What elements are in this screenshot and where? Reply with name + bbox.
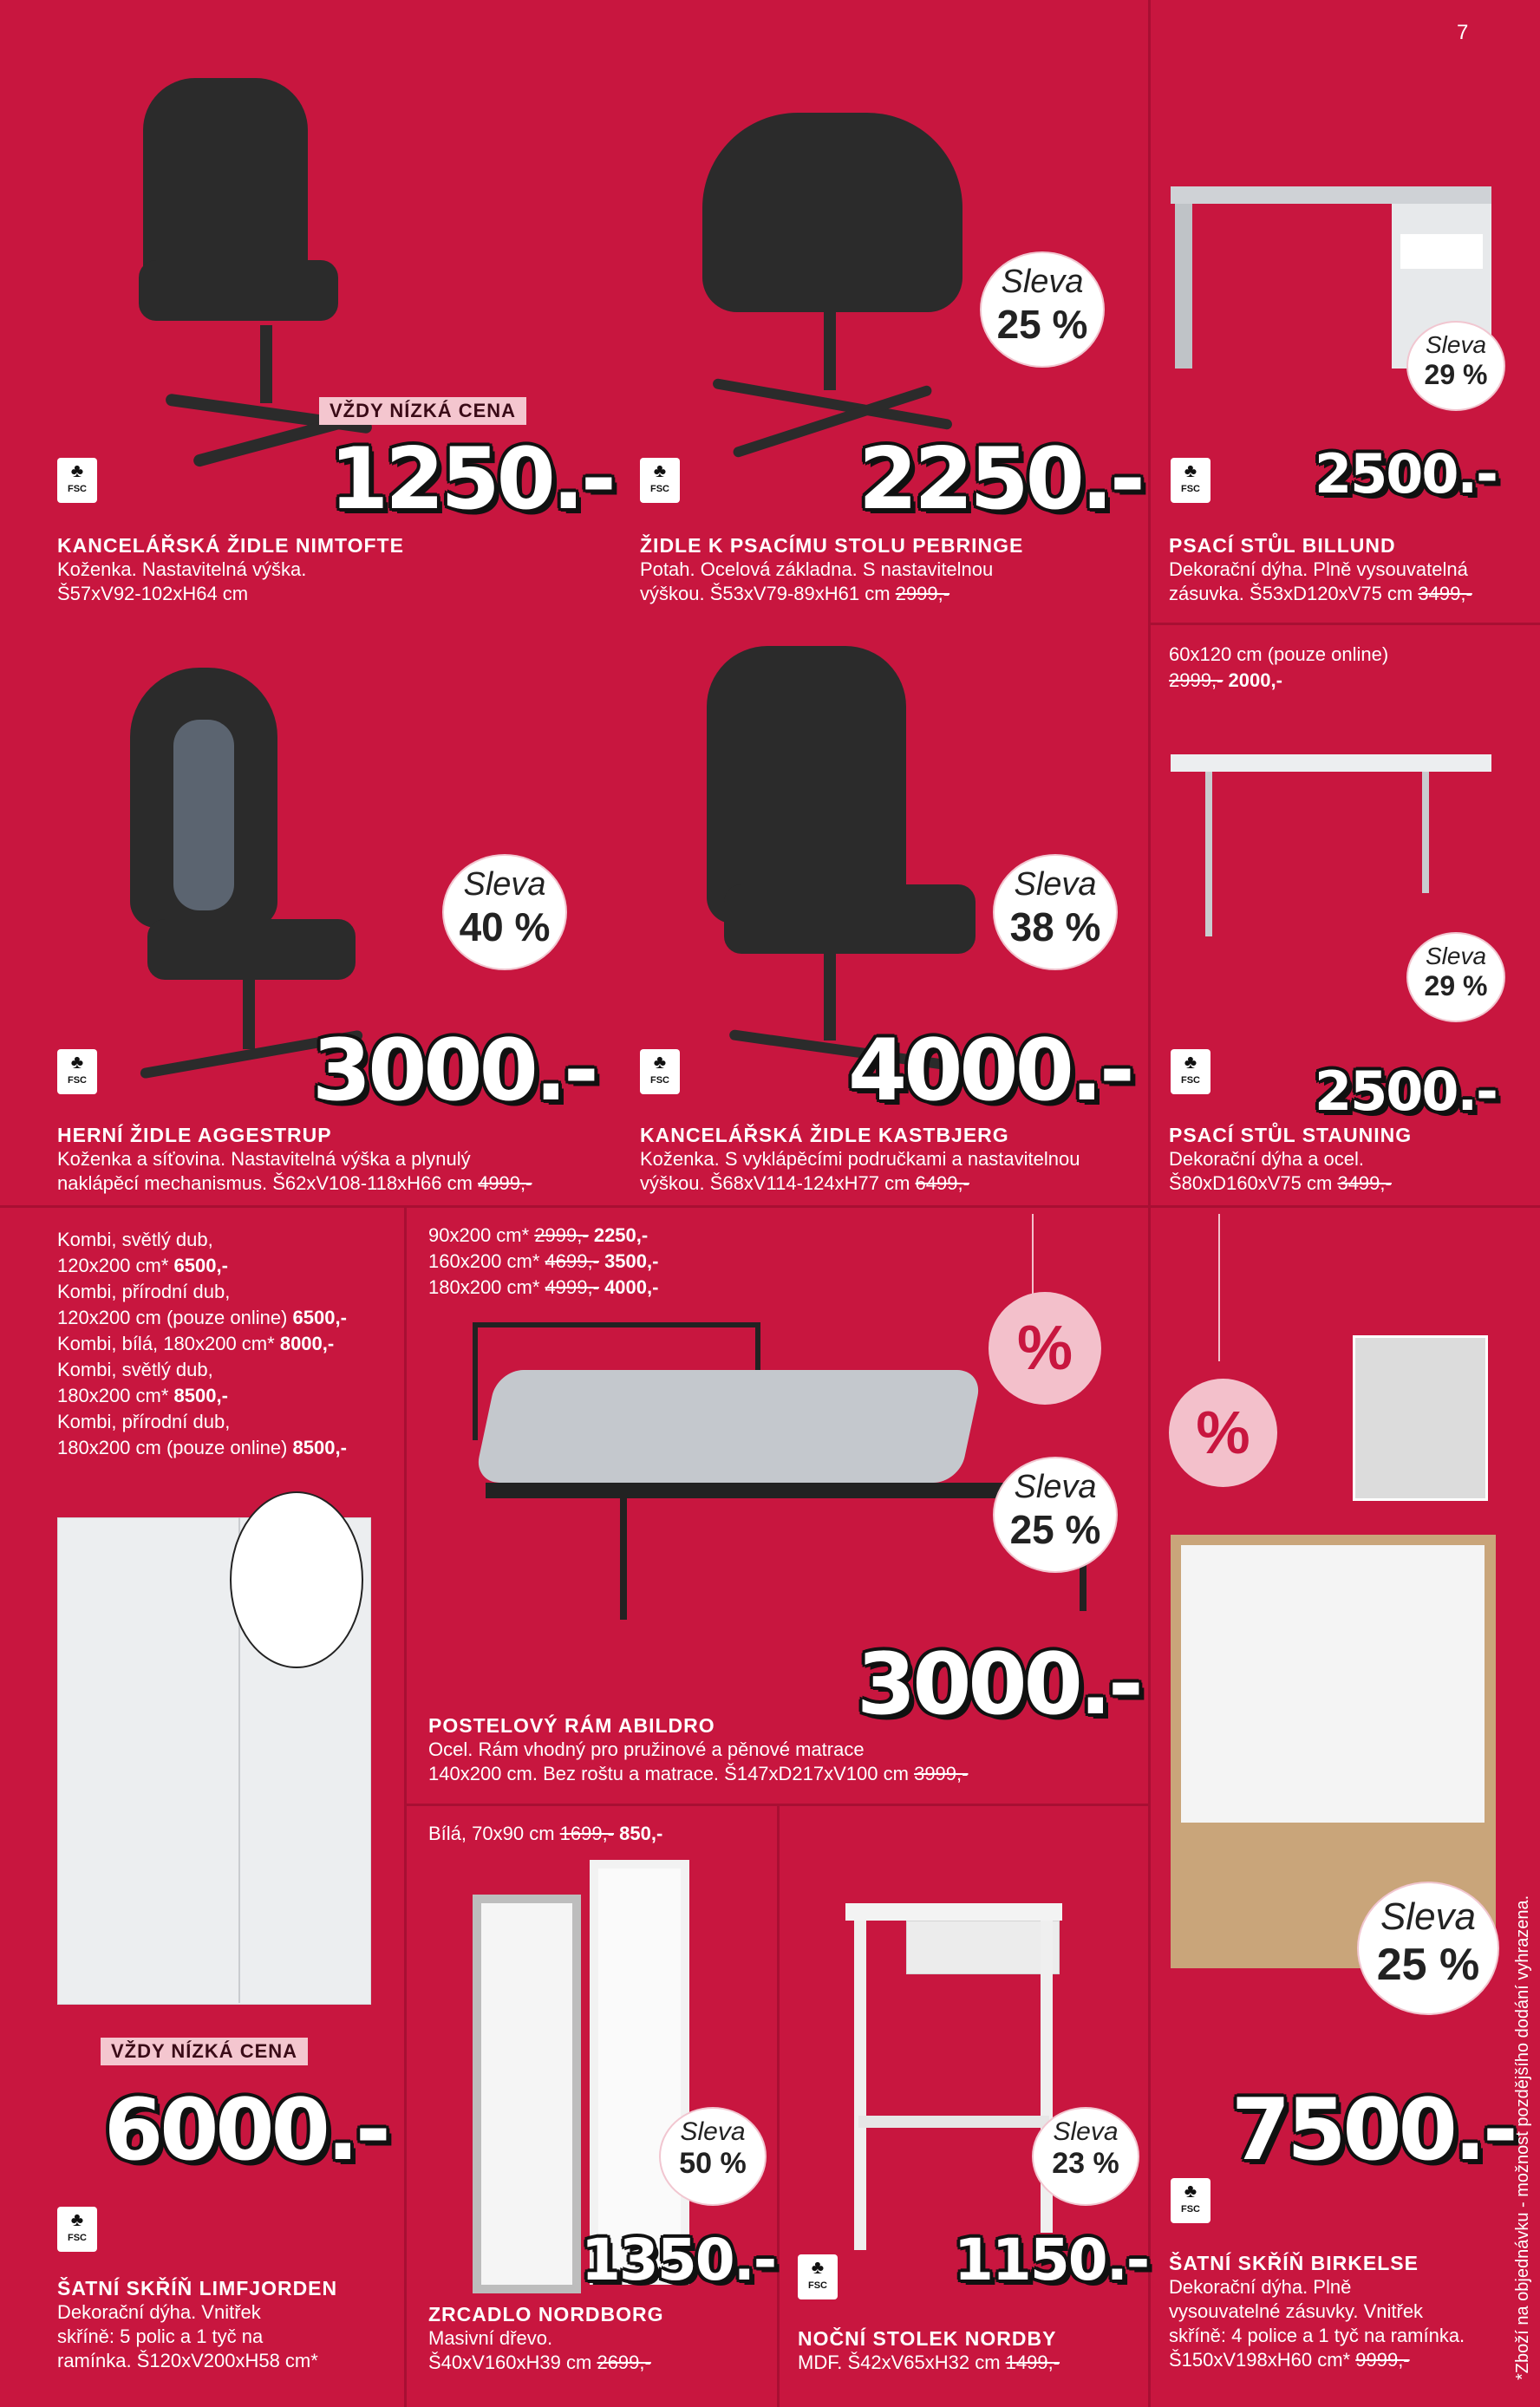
discount-badge: Sleva 23 % bbox=[1032, 2107, 1139, 2206]
price: 1150.- bbox=[954, 2227, 1149, 2293]
mirror-image bbox=[590, 1860, 689, 2285]
divider bbox=[1148, 1205, 1151, 2407]
variant-list bbox=[57, 1227, 395, 1461]
chair-image bbox=[824, 312, 836, 390]
price: 7500.- bbox=[1231, 2081, 1515, 2180]
product-name: POSTELOVÝ RÁM ABILDRO bbox=[428, 1714, 715, 1737]
fsc-logo: ♣ FSC bbox=[1171, 458, 1210, 503]
discount-badge: Sleva 38 % bbox=[993, 854, 1118, 970]
tree-icon: ♣ bbox=[811, 2256, 825, 2278]
variant: 180x200 cm* 4999,- 4000,- bbox=[428, 1276, 659, 1298]
discount-badge: Sleva 25 % bbox=[993, 1457, 1118, 1573]
product-desc: Dekorační dýha. Plně vysouvatelná bbox=[1169, 558, 1468, 580]
chair-image bbox=[707, 646, 906, 923]
product-name: ŽIDLE K PSACÍMU STOLU PEBRINGE bbox=[640, 534, 1024, 557]
discount-badge: Sleva 29 % bbox=[1406, 321, 1505, 411]
chair-image bbox=[724, 884, 976, 954]
page-number: 7 bbox=[1457, 21, 1469, 44]
discount-badge: Sleva 50 % bbox=[659, 2107, 767, 2206]
discount-badge: Sleva 25 % bbox=[980, 251, 1105, 368]
side-note: *Zboží na objednávku - možnost pozdějšího dodání vyhrazena. bbox=[1513, 1895, 1532, 2380]
variant: 120x200 cm* 6500,- bbox=[57, 1255, 228, 1276]
price: 3000.- bbox=[857, 1635, 1140, 1734]
variant: 120x200 cm (pouze online) 6500,- bbox=[57, 1307, 347, 1328]
wardrobe-image bbox=[1181, 1545, 1485, 1823]
tree-icon: ♣ bbox=[653, 1051, 667, 1073]
product-name: ŠATNÍ SKŘÍŇ LIMFJORDEN bbox=[57, 2277, 338, 2299]
product-desc: výškou. Š68xV114-124xH77 cm 6499,- bbox=[640, 1172, 969, 1194]
variant: 90x200 cm* 2999,- 2250,- bbox=[428, 1224, 649, 1246]
product-name: KANCELÁŘSKÁ ŽIDLE KASTBJERG bbox=[640, 1124, 1009, 1146]
nightstand-image bbox=[906, 1921, 1060, 1974]
product-name: PSACÍ STŮL STAUNING bbox=[1169, 1124, 1413, 1146]
chair-image bbox=[702, 113, 962, 312]
percent-tag: % bbox=[1169, 1379, 1277, 1487]
product-desc: MDF. Š42xV65xH32 cm 1499,- bbox=[798, 2352, 1060, 2373]
product-desc: vysouvatelné zásuvky. Vnitřek bbox=[1169, 2300, 1424, 2322]
product-name: ZRCADLO NORDBORG bbox=[428, 2303, 664, 2325]
tree-icon: ♣ bbox=[1184, 2180, 1197, 2202]
product-desc: Š80xD160xV75 cm 3499,- bbox=[1169, 1172, 1392, 1194]
desk-image bbox=[1171, 186, 1491, 204]
product-desc: skříně: 4 police a 1 tyč na ramínka. bbox=[1169, 2325, 1465, 2346]
product-desc: zásuvka. Š53xD120xV75 cm 3499,- bbox=[1169, 583, 1472, 604]
low-price-tag: VŽDY NÍZKÁ CENA bbox=[319, 397, 526, 425]
divider bbox=[1148, 623, 1540, 625]
chair-image bbox=[173, 720, 234, 910]
product-desc: Koženka. S vyklápěcími područkami a nastavitelnou bbox=[640, 1148, 1080, 1170]
chair-image bbox=[139, 260, 338, 321]
variant: 180x200 cm* 8500,- bbox=[57, 1385, 228, 1406]
nightstand-image bbox=[845, 1903, 1062, 1921]
price: 1350.- bbox=[581, 2227, 776, 2293]
divider bbox=[1148, 0, 1151, 1205]
fsc-logo: ♣ FSC bbox=[640, 458, 680, 503]
desk-image bbox=[1175, 204, 1192, 369]
fsc-logo: ♣ FSC bbox=[57, 1049, 97, 1094]
fsc-logo: ♣ FSC bbox=[57, 458, 97, 503]
chair-image bbox=[243, 980, 255, 1049]
desk-image bbox=[1400, 234, 1483, 269]
tag-string bbox=[1032, 1214, 1034, 1301]
variant-price: Bílá, 70x90 cm 1699,- 850,- bbox=[428, 1823, 663, 1844]
bed-image bbox=[473, 1370, 983, 1483]
variant-price: 2999,- 2000,- bbox=[1169, 669, 1282, 691]
chair-image bbox=[147, 919, 356, 980]
tree-icon: ♣ bbox=[70, 460, 84, 481]
fsc-logo: ♣ FSC bbox=[1171, 2178, 1210, 2223]
variant: Kombi, světlý dub, bbox=[57, 1359, 213, 1380]
tree-icon: ♣ bbox=[653, 460, 667, 481]
chair-image bbox=[824, 954, 836, 1040]
product-desc: výškou. Š53xV79-89xH61 cm 2999,- bbox=[640, 583, 950, 604]
wardrobe-interior bbox=[230, 1491, 363, 1668]
product-name: NOČNÍ STOLEK NORDBY bbox=[798, 2327, 1057, 2350]
tree-icon: ♣ bbox=[1184, 460, 1197, 481]
variant: Kombi, světlý dub, bbox=[57, 1229, 213, 1250]
product-desc: Koženka. Nastavitelná výška. bbox=[57, 558, 307, 580]
discount-badge: Sleva 25 % bbox=[1357, 1882, 1499, 2015]
product-desc: Koženka a síťovina. Nastavitelná výška a plynulý bbox=[57, 1148, 471, 1170]
chair-image bbox=[260, 325, 272, 403]
product-desc: Dekorační dýha. Vnitřek bbox=[57, 2301, 261, 2323]
product-name: KANCELÁŘSKÁ ŽIDLE NIMTOFTE bbox=[57, 534, 404, 557]
desk-image bbox=[1205, 772, 1212, 936]
tag-string bbox=[1218, 1214, 1220, 1361]
product-desc: Ocel. Rám vhodný pro pružinové a pěnové matrace bbox=[428, 1738, 865, 1760]
product-desc: ramínka. Š120xV200xH58 cm* bbox=[57, 2350, 318, 2371]
wardrobe-interior bbox=[1353, 1335, 1488, 1501]
divider bbox=[404, 1804, 1148, 1806]
product-desc: naklápěcí mechanismus. Š62xV108-118xH66 cm 4999,- bbox=[57, 1172, 532, 1194]
variant-list bbox=[428, 1223, 658, 1301]
nightstand-image bbox=[854, 1921, 866, 2250]
price: 4000.- bbox=[848, 1021, 1132, 1120]
price: 1250.- bbox=[330, 430, 613, 529]
mirror-image bbox=[473, 1895, 581, 2293]
fsc-logo: ♣ FSC bbox=[57, 2207, 97, 2252]
fsc-logo: ♣ FSC bbox=[640, 1049, 680, 1094]
variant: Kombi, bílá, 180x200 cm* 8000,- bbox=[57, 1333, 335, 1354]
fsc-logo: ♣ FSC bbox=[1171, 1049, 1210, 1094]
discount-badge: Sleva 29 % bbox=[1406, 932, 1505, 1022]
tree-icon: ♣ bbox=[1184, 1051, 1197, 1073]
divider bbox=[404, 1205, 407, 2407]
variant: Kombi, přírodní dub, bbox=[57, 1281, 231, 1302]
bed-image bbox=[620, 1498, 627, 1620]
discount-badge: Sleva 40 % bbox=[442, 854, 567, 970]
variant: 180x200 cm (pouze online) 8500,- bbox=[57, 1437, 347, 1458]
product-desc: Š150xV198xH60 cm* 9999,- bbox=[1169, 2349, 1410, 2371]
price: 2500.- bbox=[1315, 1060, 1497, 1123]
desk-image bbox=[1422, 772, 1429, 893]
product-desc: Potah. Ocelová základna. S nastavitelnou bbox=[640, 558, 994, 580]
product-desc: Š40xV160xH39 cm 2699,- bbox=[428, 2352, 651, 2373]
nightstand-image bbox=[858, 2116, 1049, 2128]
price: 3000.- bbox=[312, 1021, 596, 1120]
low-price-tag: VŽDY NÍZKÁ CENA bbox=[101, 2038, 308, 2065]
tree-icon: ♣ bbox=[70, 2208, 84, 2230]
divider bbox=[0, 1205, 1540, 1208]
product-name: PSACÍ STŮL BILLUND bbox=[1169, 534, 1396, 557]
percent-tag: % bbox=[989, 1292, 1101, 1405]
product-name: ŠATNÍ SKŘÍŇ BIRKELSE bbox=[1169, 2252, 1419, 2274]
divider bbox=[777, 1804, 780, 2407]
desk-image bbox=[1171, 754, 1491, 772]
product-desc: Dekorační dýha. Plně bbox=[1169, 2276, 1352, 2298]
fsc-logo: ♣ FSC bbox=[798, 2254, 838, 2299]
product-desc: skříně: 5 polic a 1 tyč na bbox=[57, 2325, 264, 2347]
variant: Kombi, přírodní dub, bbox=[57, 1411, 231, 1432]
product-desc: Dekorační dýha a ocel. bbox=[1169, 1148, 1365, 1170]
product-desc: Š57xV92-102xH64 cm bbox=[57, 583, 249, 604]
product-name: HERNÍ ŽIDLE AGGESTRUP bbox=[57, 1124, 332, 1146]
bed-image bbox=[486, 1483, 1006, 1498]
price: 6000.- bbox=[104, 2081, 388, 2180]
price: 2500.- bbox=[1315, 442, 1497, 506]
variant-size: 60x120 cm (pouze online) bbox=[1169, 643, 1389, 665]
product-desc: Masivní dřevo. bbox=[428, 2327, 553, 2349]
tree-icon: ♣ bbox=[70, 1051, 84, 1073]
price: 2250.- bbox=[858, 430, 1142, 529]
product-desc: 140x200 cm. Bez roštu a matrace. Š147xD217xV100 cm 3999,- bbox=[428, 1763, 969, 1784]
variant: 160x200 cm* 4699,- 3500,- bbox=[428, 1250, 659, 1272]
